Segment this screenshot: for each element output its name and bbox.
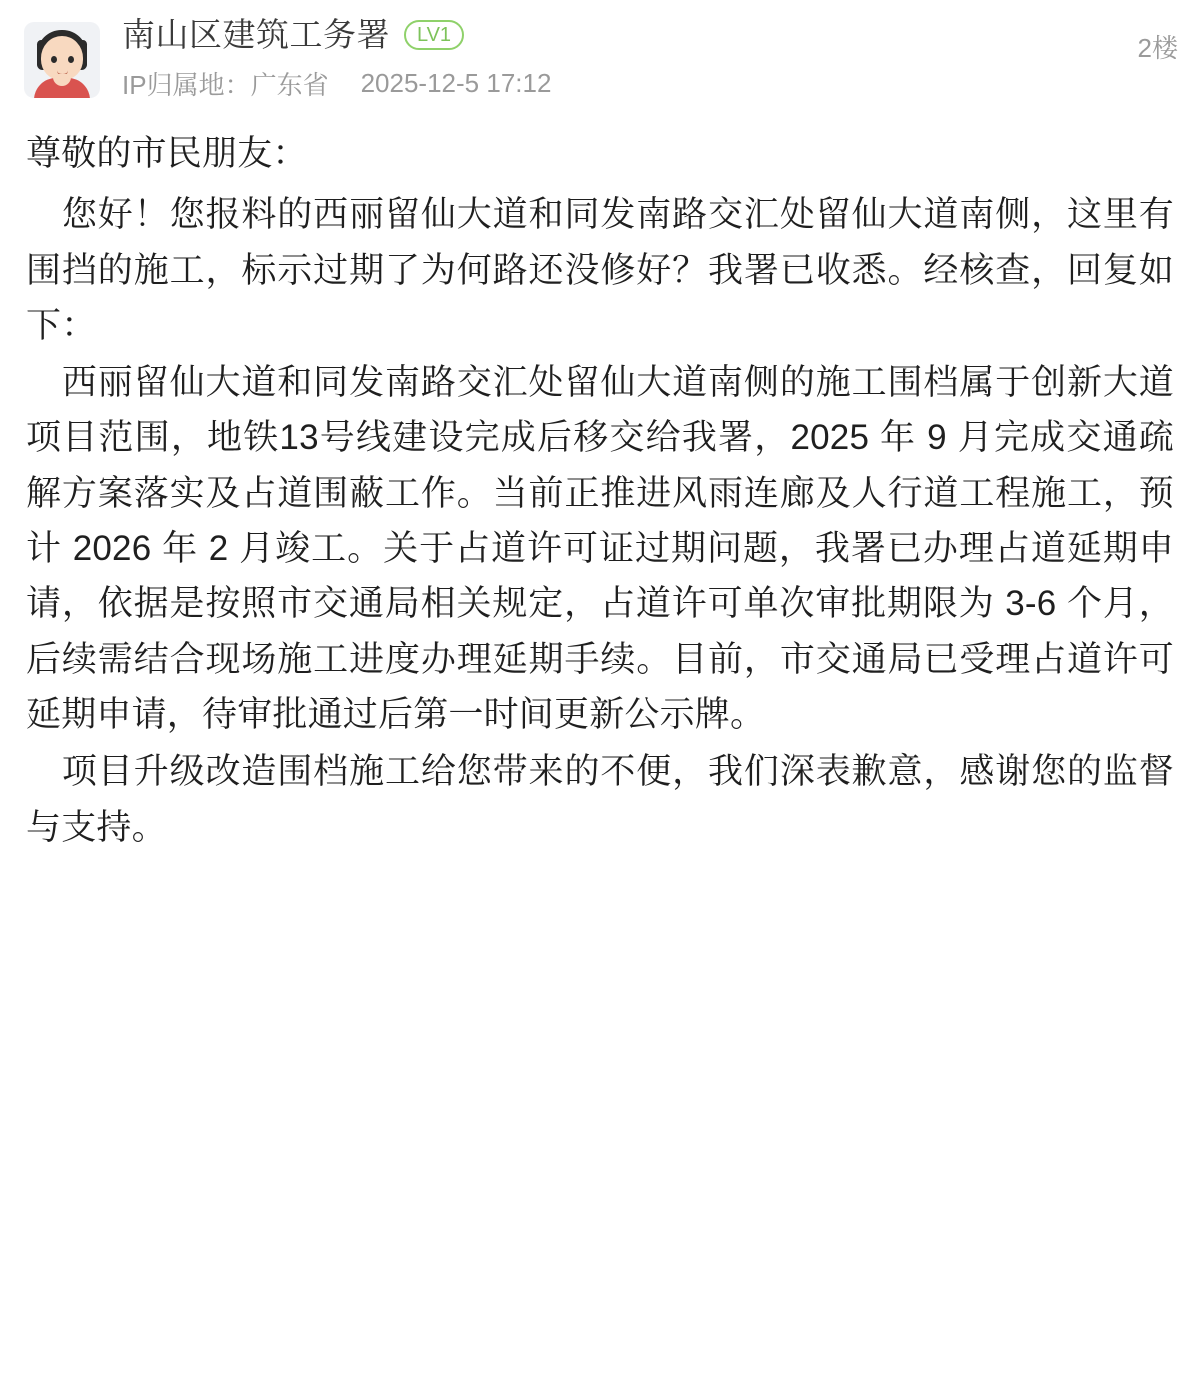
post-paragraph: 您好！您报料的西丽留仙大道和同发南路交汇处留仙大道南侧，这里有围挡的施工，标示过期了为何路还没修好？我署已收悉。经核查，回复如下： bbox=[26, 195, 1174, 345]
user-avatar-icon[interactable] bbox=[24, 22, 100, 98]
post-body bbox=[0, 102, 1202, 855]
post-paragraph: 尊敬的市民朋友： bbox=[26, 134, 308, 173]
user-level-badge: LV1 bbox=[404, 20, 464, 50]
post-paragraph: 西丽留仙大道和同发南路交汇处留仙大道南侧的施工围档属于创新大道项目范围，地铁13号线建设完成后移交给我署，2025 年 9 月完成交通疏解方案落实及占道围蔽工作。当前正推进风雨连廊及人行道工程施工，预计 2026 年 2 月竣工。关于占道许可证过期问题，我署已办理占道延期申请，依据是按照市交通局相关规定，占道许可单次审批期限为 3-6 个月，后续需结合现场施工进度办理延期手续。目前，市交通局已受理占道许可延期申请，待审批通过后第一时间更新公示牌。 bbox=[26, 363, 1174, 734]
ip-location bbox=[122, 65, 329, 102]
post-paragraph: 项目升级改造围档施工给您带来的不便，我们深表歉意，感谢您的监督与支持。 bbox=[26, 752, 1174, 847]
avatar-eye-left-shape bbox=[51, 56, 57, 63]
ip-location-value: 广东省 bbox=[250, 70, 329, 100]
floor-number: 2楼 bbox=[1137, 33, 1178, 63]
post-timestamp: 2025-12-5 17:12 bbox=[360, 68, 552, 98]
post-header-text bbox=[122, 18, 1180, 102]
avatar-eye-right-shape bbox=[68, 56, 74, 63]
author-row bbox=[122, 18, 1180, 51]
post-header bbox=[0, 0, 1202, 102]
author-name[interactable]: 南山区建筑工务署 bbox=[122, 16, 390, 53]
post-meta-row bbox=[122, 65, 1180, 102]
ip-location-label: IP归属地： bbox=[122, 70, 251, 100]
